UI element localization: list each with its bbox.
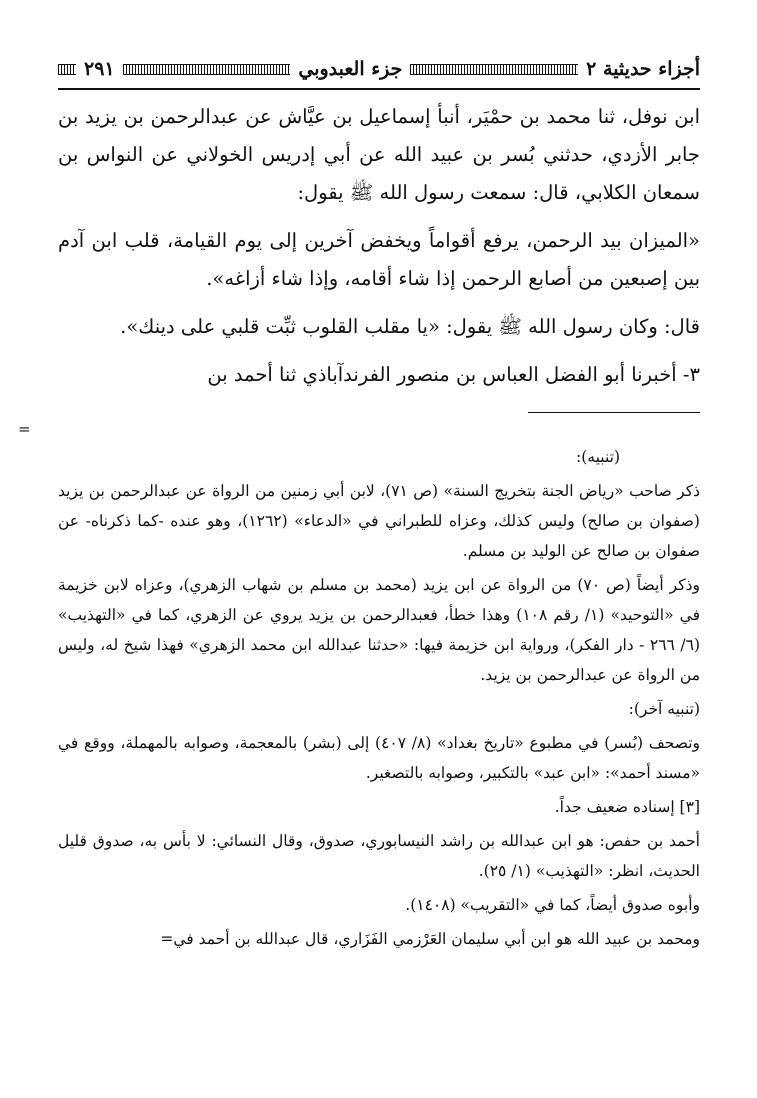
footnote-paragraph: ذكر صاحب «رياض الجنة بتخريج السنة» (ص ٧١)، لابن أبي زمنين من الرواة عن عبدالرحمن بن يزيد (صفوان بن صالح) وليس كذلك، وعزاه للطبراني في «الدعاء» (١٢٦٢)، وهو عنده -كما ذكرناه- عن صفوان بن صالح عن الوليد بن مسلم. (58, 482, 700, 560)
footnote-title: (تنبيه): (576, 448, 620, 466)
book-title: أجزاء حديثية ٢ (586, 58, 700, 80)
main-paragraph: ابن نوفل، ثنا محمد بن حمْيَر، أنبأ إسماعيل بن عيَّاش عن عبدالرحمن بن يزيد بن جابر الأزدي، حدثني بُسر بن عبيد الله عن أبي إدريس الخولاني عن النواس بن سمعان الكلابي، قال: سمعت رسول الله ﷺ يقول: (58, 105, 700, 204)
footnote-paragraph: وذكر أيضاً (ص ٧٠) من الرواة عن ابن يزيد (محمد بن مسلم بن شهاب الزهري)، وعزاه لابن خزيمة في «التوحيد» (١/ رقم ١٠٨) وهذا خطأ، فعبدالرحمن بن يزيد يروي عن الزهري، كما في «التهذيب» (٦/ ٢٦٦ - دار الفكر)، ورواية ابن خزيمة فيها: «حدثنا عبدالله ابن محمد الزهري» فهذا شيخ له، وليس من الرواة عن عبدالرحمن بن يزيد. (58, 576, 700, 684)
main-paragraph: قال: وكان رسول الله ﷺ يقول: «يا مقلب القلوب ثبِّت قلبي على دينك». (120, 315, 700, 338)
header-ornament-bar (410, 64, 578, 75)
footnote-paragraph: [٣] إسناده ضعيف جداً. (554, 798, 700, 816)
header-rule (58, 88, 700, 90)
page (18, 48, 701, 958)
footnote-paragraph: (تنبيه آخر): (628, 700, 700, 718)
main-paragraph: ٣- أخبرنا أبو الفضل العباس بن منصور الفرندآباذي ثنا أحمد بن (207, 363, 700, 386)
footnote-paragraph: وأبوه صدوق أيضاً، كما في «التقريب» (١٤٠٨). (405, 896, 700, 914)
page-header (58, 48, 700, 90)
header-ornament-bar (58, 64, 76, 75)
page-number: ٢٩١ (83, 58, 115, 80)
footnote-separator (18, 412, 700, 442)
section-title: جزء العبدوبي (298, 58, 403, 80)
footnote-rule (528, 412, 700, 413)
main-paragraph: «الميزان بيد الرحمن، يرفع أقواماً ويخفض آخرين إلى يوم القيامة، قلب ابن آدم بين إصبعين من أصابع الرحمن إذا شاء أقامه، وإذا شاء أزاغه». (58, 229, 700, 290)
footnote-continuation-mark: = (18, 420, 31, 438)
main-text (58, 98, 700, 394)
footnote-paragraph: وتصحف (بُسر) في مطبوع «تاريخ بغداد» (٨/ ٤٠٧) إلى (بشر) بالمعجمة، وصوابه بالمهملة، ووقع في «مسند أحمد»: «ابن عبد» بالتكبير، وصوابه بالتصغير. (58, 734, 701, 782)
footnotes (58, 442, 700, 954)
header-ornament-bar (123, 64, 291, 75)
footnote-paragraph: ومحمد بن عبيد الله هو ابن أبي سليمان العَرْزمي الفَزَاري، قال عبدالله بن أحمد في= (160, 930, 700, 948)
footnote-paragraph: أحمد بن حفص: هو ابن عبدالله بن راشد النيسابوري، صدوق، وقال النسائي: لا بأس به، صدوق قليل الحديث، انظر: «التهذيب» (١/ ٢٥). (58, 832, 700, 880)
